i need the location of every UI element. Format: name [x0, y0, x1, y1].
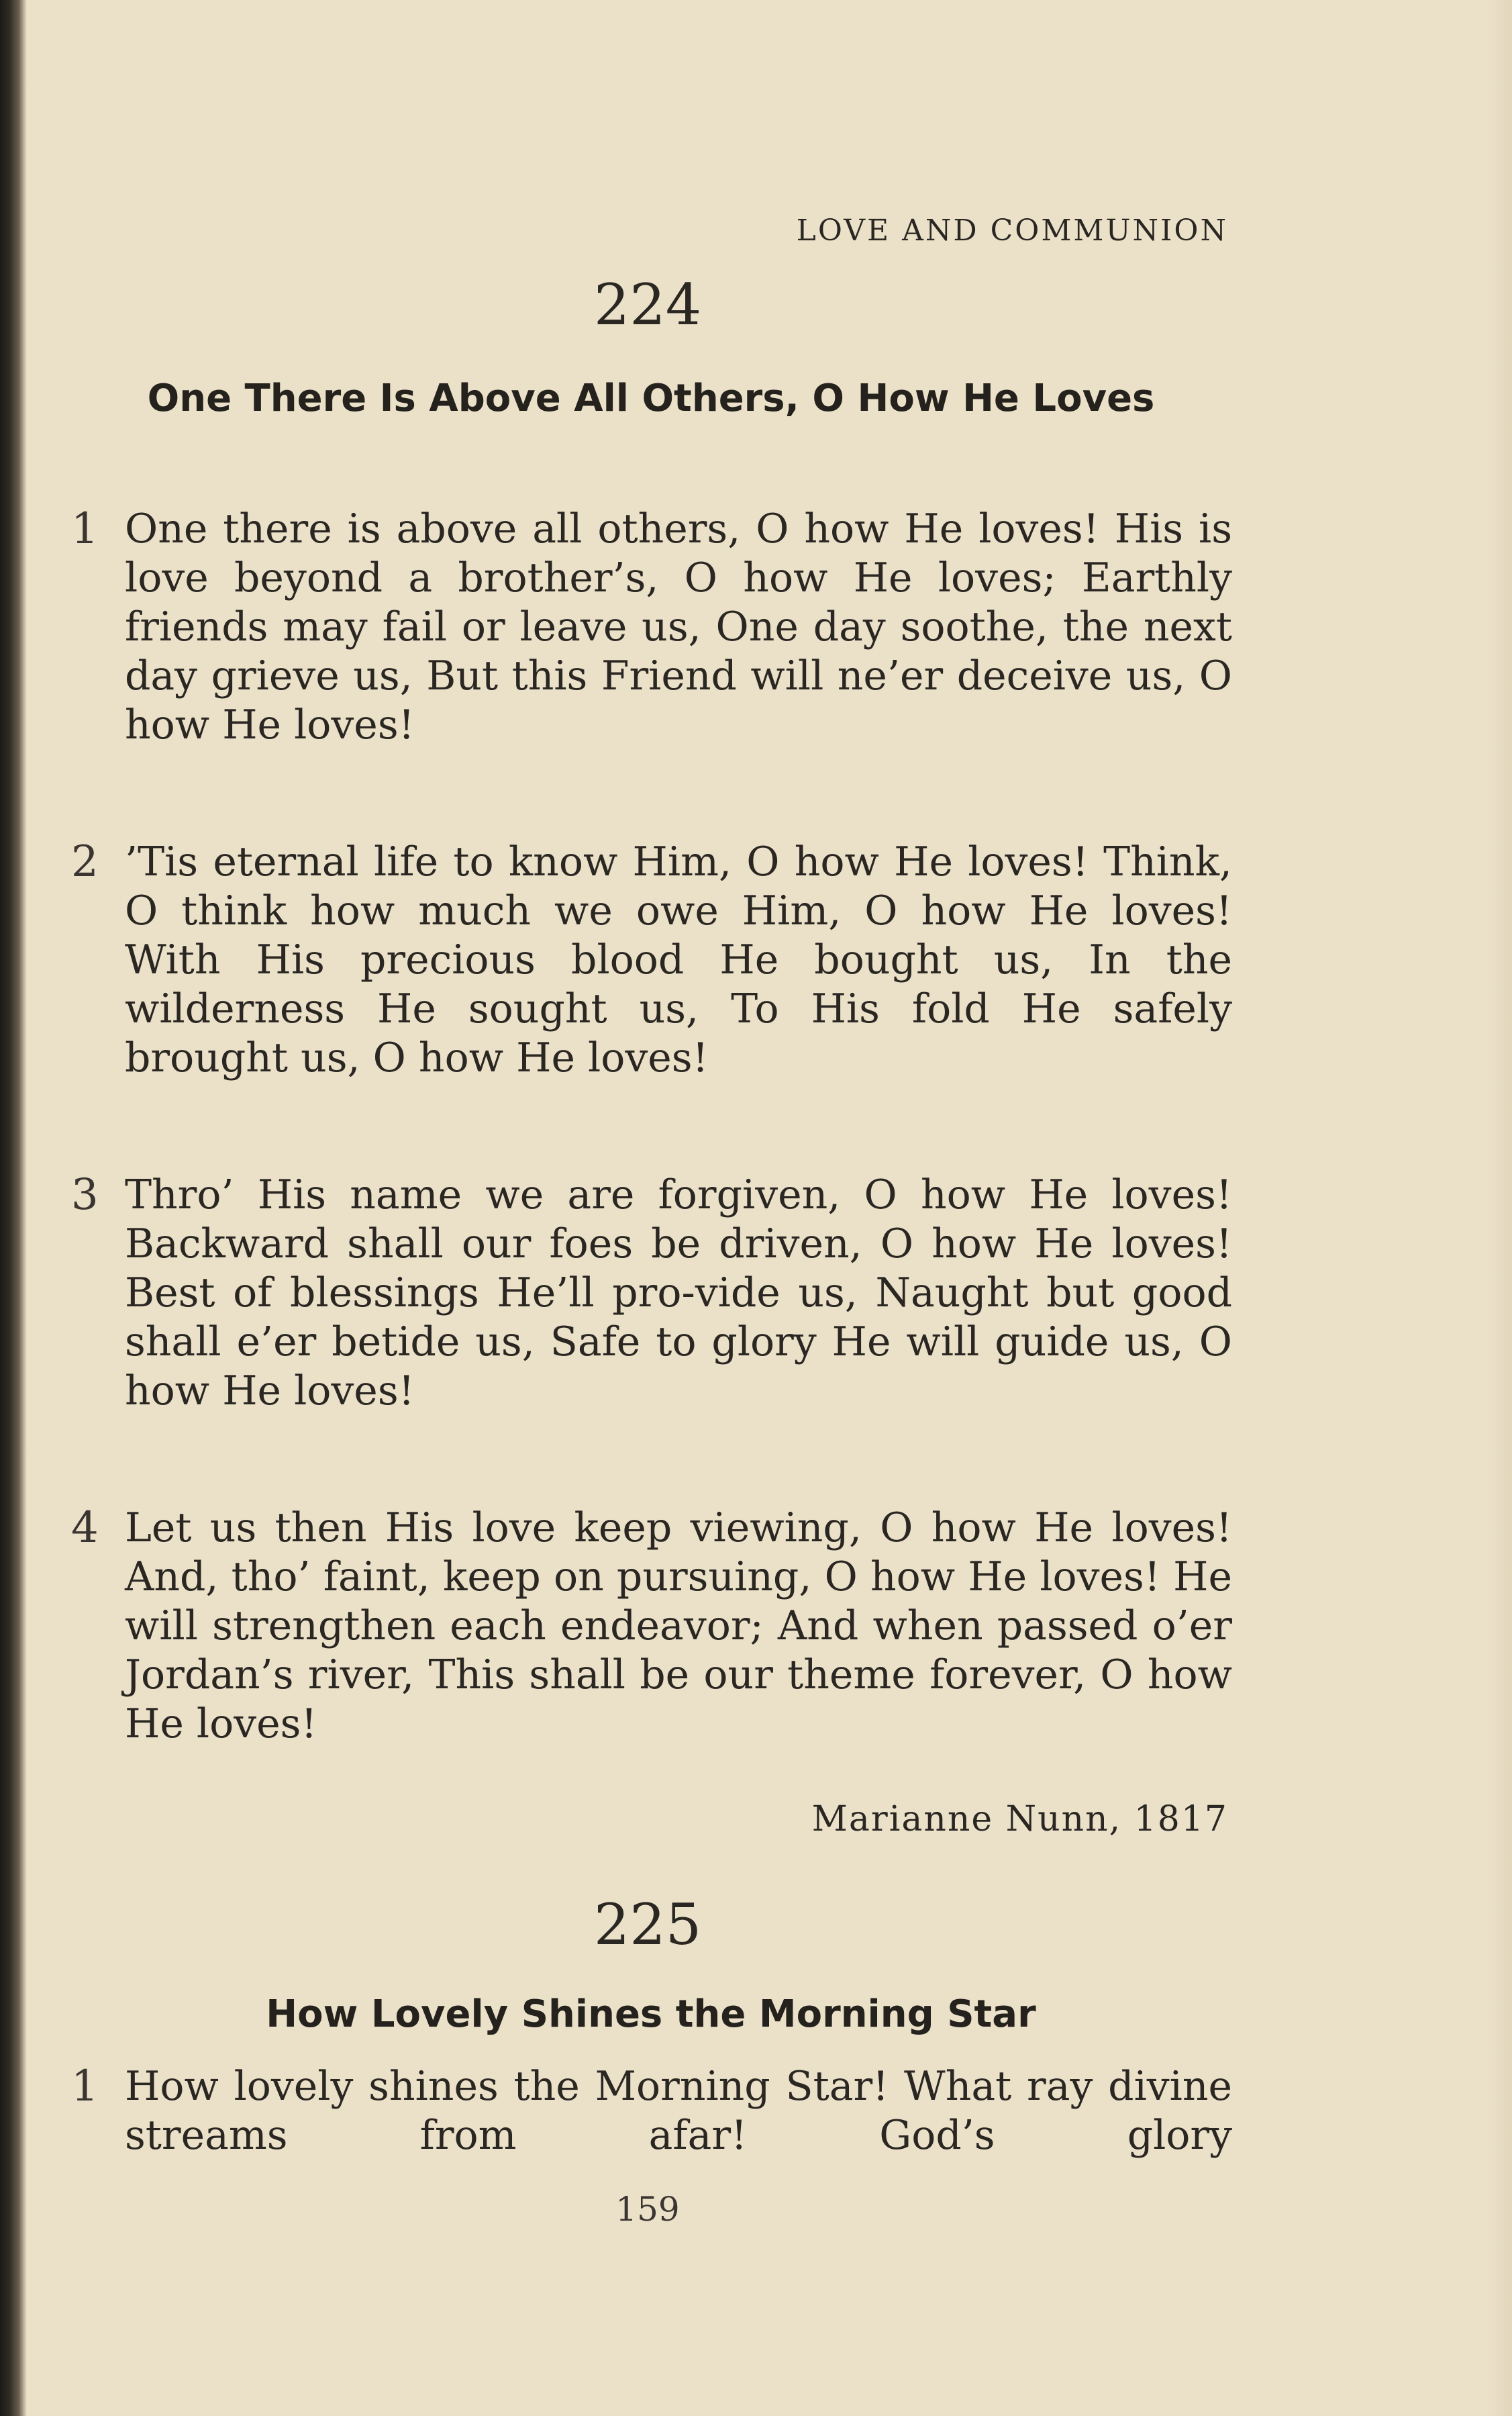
verse-text: One there is above all others, O how He loves! His is love beyond a brother’s, O how He loves; Earthly friends may fail or leave us, One day soothe, the next day grieve us, But this Friend will ne’er deceive us, O how He loves!: [125, 505, 1232, 748]
verse-number: 1: [71, 2062, 99, 2111]
hymn-title-225: How Lovely Shines the Morning Star: [266, 1992, 1036, 2036]
hymn-224-attribution: Marianne Nunn, 1817: [811, 1799, 1228, 1839]
page-number: 159: [615, 2190, 680, 2229]
page-edge: [1488, 0, 1512, 2416]
verse-text: How lovely shines the Morning Star! What ray divine streams from afar! God’s glory: [125, 2063, 1232, 2159]
verse-text: Let us then His love keep viewing, O how He loves! And, tho’ faint, keep on pursuing, O how He loves! He will strengthen each endeavor; And when passed o’er Jordan’s river, This shall be our theme forever, O how He loves!: [125, 1504, 1232, 1747]
hymn-title-224: One There Is Above All Others, O How He Loves: [147, 377, 1155, 420]
hymn-number-225: 225: [593, 1892, 702, 1958]
hymn-number-224: 224: [593, 272, 702, 338]
verse-number: 1: [71, 504, 99, 554]
verse-number: 2: [71, 837, 99, 887]
verse-text: Thro’ His name we are forgiven, O how He loves! Backward shall our foes be driven, O how He loves! Best of blessings He’ll pro-vide us, Naught but good shall e’er betide us, Safe to glory He will guide us, O how He loves!: [125, 1171, 1232, 1414]
verse-number: 4: [71, 1503, 99, 1553]
binding-shadow: [0, 0, 27, 2416]
running-head: LOVE AND COMMUNION: [796, 213, 1228, 248]
verse-number: 3: [71, 1170, 99, 1220]
verse-text: ’Tis eternal life to know Him, O how He loves! Think, O think how much we owe Him, O how He loves! With His precious blood He bought us, In the wilderness He sought us, To His fold He safely brought us, O how He loves!: [125, 838, 1232, 1081]
